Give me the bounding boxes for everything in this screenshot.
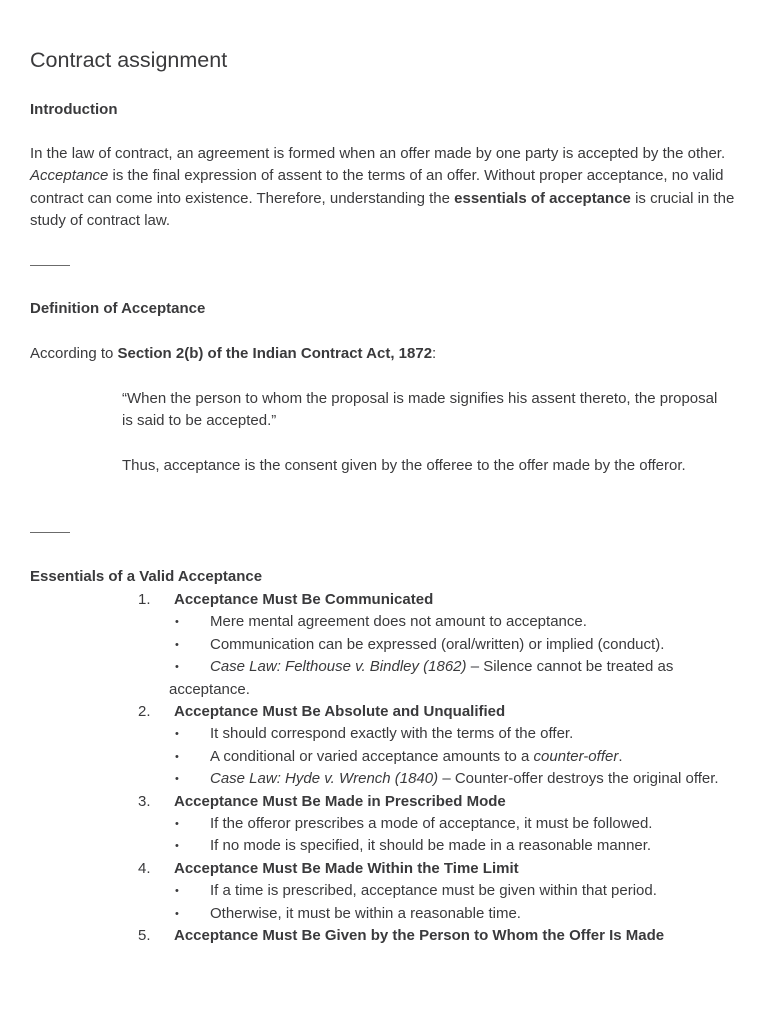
essential-item-title: Acceptance Must Be Communicated xyxy=(174,591,434,608)
essential-item-title: Acceptance Must Be Absolute and Unqualified xyxy=(174,703,506,721)
essential-item-number: 2. xyxy=(138,703,151,721)
bullet-dot-icon: • xyxy=(175,818,179,831)
essential-bullet-text: Otherwise, it must be within a reasonable time. xyxy=(210,904,521,922)
bullet-dot-icon: • xyxy=(175,616,179,629)
essential-bullet xyxy=(30,746,735,768)
essential-bullet-text: Case Law: Felthouse v. Bindley (1862) – Silence cannot be treated as acceptance. xyxy=(169,658,674,698)
section-divider xyxy=(30,532,70,533)
essential-bullet-text: It should correspond exactly with the terms of the offer. xyxy=(210,725,574,743)
essential-item xyxy=(30,791,735,858)
essentials-heading: Essentials of a Valid Acceptance xyxy=(30,568,263,585)
essentials-list xyxy=(30,589,735,947)
essential-bullet xyxy=(30,903,735,925)
definition-thus: Thus, acceptance is the consent given by the offeree to the offer made by the offeror. xyxy=(122,457,686,474)
essential-bullet xyxy=(30,656,735,701)
essential-item-title: Acceptance Must Be Given by the Person to Whom the Offer Is Made xyxy=(174,927,665,945)
document-title: Contract assignment xyxy=(30,48,228,72)
essential-item xyxy=(30,701,735,791)
essential-item-header xyxy=(30,791,735,813)
definition-quote: “When the person to whom the proposal is made signifies his assent thereto, the proposal is said to be accepted.” xyxy=(122,390,718,430)
essential-bullet-text: Mere mental agreement does not amount to acceptance. xyxy=(210,613,587,631)
essential-bullet xyxy=(30,768,735,790)
essential-bullet-text: A conditional or varied acceptance amounts to a counter-offer. xyxy=(210,747,623,765)
essential-bullet xyxy=(30,880,735,902)
essential-bullet xyxy=(30,634,735,656)
section-reference: Section 2(b) of the Indian Contract Act, 1872 xyxy=(117,345,433,362)
intro-italic-acceptance: Acceptance xyxy=(30,167,109,185)
case-law-citation: Case Law: Hyde v. Wrench (1840) xyxy=(210,770,439,788)
essential-bullet-text: Case Law: Hyde v. Wrench (1840) – Counter-offer destroys the original offer. xyxy=(210,770,719,788)
essential-bullet xyxy=(30,723,735,745)
bullet-dot-icon: • xyxy=(175,728,179,741)
definition-lead xyxy=(30,343,735,365)
essential-item-number: 1. xyxy=(138,591,151,608)
essential-bullet-text: If the offeror prescribes a mode of acceptance, it must be followed. xyxy=(210,815,653,833)
essential-bullet xyxy=(30,611,735,633)
intro-text-3: is crucial in the study of contract law. xyxy=(30,189,735,230)
essential-item xyxy=(30,858,735,925)
essential-bullet xyxy=(30,835,735,857)
essential-bullet-text: Communication can be expressed (oral/written) or implied (conduct). xyxy=(210,635,665,653)
essential-item xyxy=(30,925,735,947)
definition-colon: : xyxy=(432,345,437,362)
section-divider xyxy=(30,265,70,266)
essential-item-number: 4. xyxy=(138,859,151,877)
introduction-heading: Introduction xyxy=(30,101,118,118)
bullet-dot-icon: • xyxy=(175,885,179,898)
intro-bold-essentials: essentials of acceptance xyxy=(454,189,631,207)
bullet-dot-icon: • xyxy=(175,907,179,920)
essential-bullet xyxy=(30,813,735,835)
essential-item-header xyxy=(30,925,735,947)
introduction-paragraph xyxy=(30,143,735,233)
essential-item-number: 5. xyxy=(138,927,151,945)
intro-text-1: In the law of contract, an agreement is formed when an offer made by one party is accepted by the other. xyxy=(30,145,726,162)
definition-heading: Definition of Acceptance xyxy=(30,300,206,317)
essential-item-number: 3. xyxy=(138,792,151,810)
definition-lead-text: According to xyxy=(30,345,118,362)
essential-item xyxy=(30,589,735,701)
essential-item-title: Acceptance Must Be Made in Prescribed Mode xyxy=(174,792,506,810)
essential-bullet-text: If a time is prescribed, acceptance must be given within that period. xyxy=(210,882,657,900)
bullet-dot-icon: • xyxy=(175,750,179,763)
bullet-dot-icon: • xyxy=(175,773,179,786)
essential-item-header xyxy=(30,701,735,723)
essential-item-header xyxy=(30,858,735,880)
italic-term: counter-offer xyxy=(533,747,619,765)
intro-text-2: is the final expression of assent to the terms of an offer. Without proper acceptance, no valid contract can come into existence. Therefore, understanding the xyxy=(30,167,724,207)
bullet-dot-icon: • xyxy=(175,840,179,853)
bullet-dot-icon: • xyxy=(175,661,179,674)
essential-item-header xyxy=(30,589,735,611)
essential-item-title: Acceptance Must Be Made Within the Time Limit xyxy=(174,859,519,877)
case-law-citation: Case Law: Felthouse v. Bindley (1862) xyxy=(210,658,467,676)
essential-bullet-text: If no mode is specified, it should be made in a reasonable manner. xyxy=(210,837,652,855)
bullet-dot-icon: • xyxy=(175,638,179,651)
